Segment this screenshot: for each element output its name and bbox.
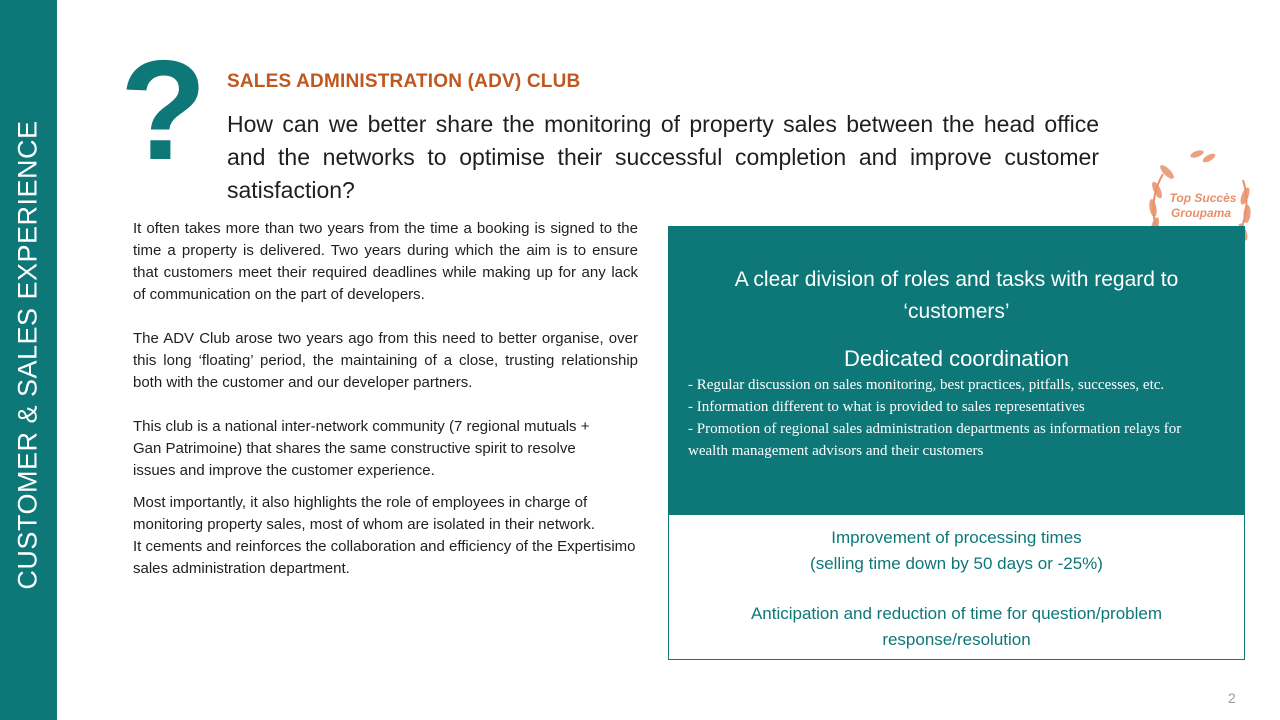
bullet-item: - Regular discussion on sales monitoring, best practices, pitfalls, successes, etc. <box>688 377 1165 393</box>
paragraph: The ADV Club arose two years ago from this need to better organise, over this long ‘floating’ period, the maintaining of a close, trusting relationship both with the customer and our developer partners. <box>133 330 638 391</box>
paragraph: Most importantly, it also highlights the role of employees in charge of monitoring property sales, most of whom are isolated in their network. <box>133 494 595 533</box>
result-item: Anticipation and reduction of time for question/problem response/resolution <box>750 604 1163 649</box>
paragraph: This club is a national inter-network community (7 regional mutuals + Gan Patrimoine) that shares the same constructive spirit to resolve issues and improve the customer experience. <box>133 418 590 479</box>
badge-line-1: Top Succès <box>1169 191 1237 205</box>
bullet-item: - Information different to what is provided to sales representatives <box>688 399 1085 415</box>
sidebar-section-label: CUSTOMER & SALES EXPERIENCE <box>12 120 43 590</box>
page-title: SALES ADMINISTRATION (ADV) CLUB <box>227 71 581 92</box>
paragraph: It cements and reinforces the collaboration and efficiency of the Expertisimo sales administration department. <box>133 538 636 577</box>
body-text <box>133 218 638 580</box>
key-question: How can we better share the monitoring of property sales between the head office and the networks to optimise their successful completion and improve customer satisfaction? <box>227 111 1099 203</box>
result-line: Improvement of processing times <box>831 528 1082 547</box>
question-mark-icon: ? <box>120 31 207 190</box>
panel-highlight <box>669 227 1244 515</box>
results-panel <box>668 226 1245 660</box>
bullet-list <box>688 374 1208 462</box>
panel-heading: A clear division of roles and tasks with regard to ‘customers’ <box>734 268 1179 323</box>
result-item <box>669 525 1244 577</box>
panel-subheading: Dedicated coordination <box>843 346 1070 371</box>
paragraph: It often takes more than two years from the time a booking is signed to the time a property is delivered. Two years during which the aim is to ensure that customers meet their required deadlines while making up for any lack of communication on the part of developers. <box>133 220 638 303</box>
bullet-item: - Promotion of regional sales administration departments as information relays for wealth management advisors and their customers <box>688 421 1182 459</box>
badge-line-2: Groupama <box>1170 206 1232 220</box>
result-line: (selling time down by 50 days or -25%) <box>810 554 1103 573</box>
page-number: 2 <box>1228 690 1236 706</box>
